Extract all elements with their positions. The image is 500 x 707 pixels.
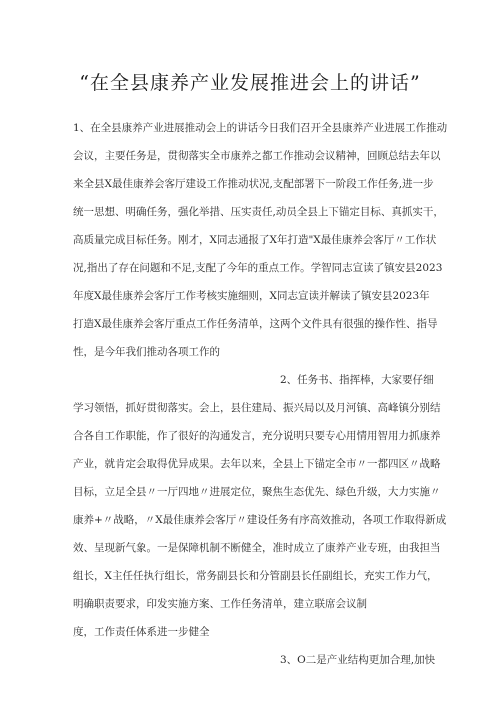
paragraph-line: 性，是今年我们推动各项工作的 — [73, 346, 220, 358]
paragraph-line: 目标，立足全县〃一厅四地〃进展定位，聚焦生态优先、绿色升级，大力实施〃 — [73, 486, 441, 498]
section-heading: 2、任务书、指挥棒，大家要仔细 — [280, 374, 434, 386]
paragraph-line: 1、在全县康养产业进展推动会上的讲话今日我们召开全县康养产业进展工作推动 — [73, 122, 448, 134]
paragraph-line: 合各自工作职能，作了很好的沟通发言，充分说明只要专心用情用智用力抓康养 — [73, 430, 441, 442]
paragraph-line: 高质量完成目标任务。刚才，X同志通报了X年打造"X最佳康养会客厅〃工作状 — [73, 234, 437, 246]
paragraph-line: 打造X最佳康养会客厅重点工作任务清单，这两个文件具有很强的操作性、指导 — [73, 318, 438, 330]
paragraph-line: 来全县X最佳康养会客厅建设工作推动状况,支配部署下一阶段工作任务,进一步 — [73, 178, 434, 190]
paragraph-line: 康养+〃战略，〃X最佳康养会客厅〃建设任务有序高效推动，各项工作取得新成 — [73, 514, 447, 526]
paragraph-line: 度，工作责任体系进一步健全 — [73, 626, 210, 638]
paragraph-line: 明确职责要求，印发实施方案、工作任务清单，建立联席会议制 — [73, 598, 367, 610]
paragraph-line: 会议，主要任务是，贯彻落实全市康养之都工作推动会议精神，回顾总结去年以 — [73, 150, 441, 162]
paragraph-line: 学习领悟，抓好贯彻落实。会上，县住建局、振兴局以及月河镇、高峰镇分别结 — [73, 402, 441, 414]
paragraph-line: 况,指出了存在问题和不足,支配了今年的重点工作。学智同志宣读了镇安县2023 — [73, 262, 443, 274]
paragraph-line: 效、呈现新气象。一是保障机制不断健全，准时成立了康养产业专班，由我担当 — [73, 542, 441, 554]
paragraph-line: 组长，X主任任执行组长，常务副县长和分管副县长任副组长，充实工作力气， — [73, 570, 438, 582]
section-heading: 3、O二是产业结构更加合理,加快 — [280, 654, 436, 666]
paragraph-line: 产业，就肯定会取得优异成果。去年以来，全县上下锚定全市〃一都四区〃战略 — [73, 458, 441, 470]
paragraph-line: 统一思想、明确任务，强化举措、压实责任,动员全县上下锚定目标、真抓实干， — [73, 206, 444, 218]
paragraph-line: 年度X最佳康养会客厅工作考核实施细则，X同志宣读并解读了镇安县2023年 — [73, 290, 430, 302]
document-title: “在全县康养产业发展推进会上的讲话” — [79, 72, 421, 94]
